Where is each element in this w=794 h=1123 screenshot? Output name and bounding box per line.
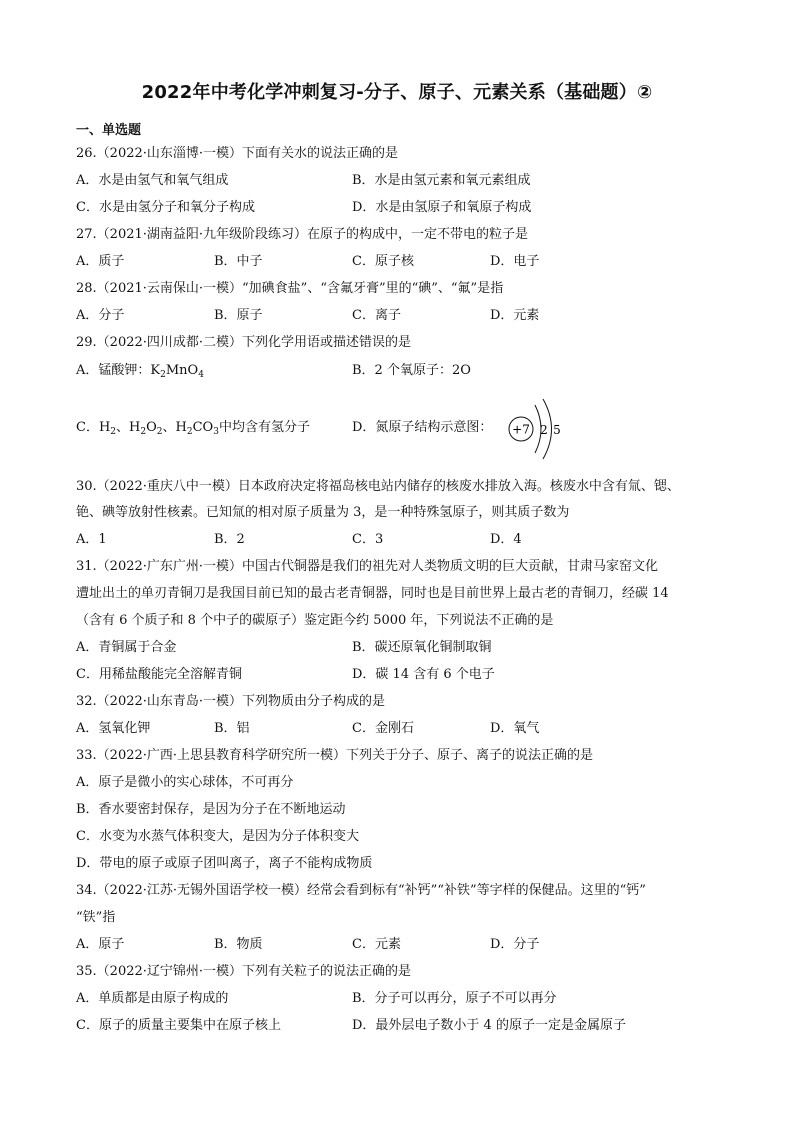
question-33-option-d[interactable]: D．带电的原子或原子团叫离子，离子不能构成物质 xyxy=(76,856,373,871)
question-31-stem-line1: 31.（2022·广东广州·一模）中国古代铜器是我们的祖先对人类物质文明的巨大贡献，甘肃马家窑文化 xyxy=(76,559,659,574)
question-34-option-d[interactable]: D．分子 xyxy=(490,937,540,952)
question-31-stem-line2: 遭址出土的单刃青铜刀是我国目前已知的最古老青铜器，同时也是目前世界上最古老的青铜刀，经碳 14 xyxy=(76,586,669,601)
question-34-stem-line2: “铁”指 xyxy=(76,910,116,925)
question-26-stem: 26.（2022·山东淄博·一模）下面有关水的说法正确的是 xyxy=(76,146,399,161)
question-33-option-b[interactable]: B．香水要密封保存，是因为分子在不断地运动 xyxy=(76,802,346,817)
shell-2-electrons: 5 xyxy=(553,423,561,437)
question-28-option-b[interactable]: B．原子 xyxy=(214,308,263,323)
question-30-stem-line1: 30.（2022·重庆八中一模）日本政府决定将福岛核电站内储存的核废水排放入海。核废水中含有氚、锶、 xyxy=(76,479,680,494)
question-28-option-a[interactable]: A．分子 xyxy=(76,308,125,323)
nucleus-charge: +7 xyxy=(512,422,530,437)
question-32-option-d[interactable]: D．氧气 xyxy=(490,721,540,736)
question-34-option-a[interactable]: A．原子 xyxy=(76,937,125,952)
question-27-option-b[interactable]: B．中子 xyxy=(214,254,263,269)
question-30-option-d[interactable]: D．4 xyxy=(490,532,522,547)
section-heading: 一、单选题 xyxy=(76,123,142,138)
question-31-option-a[interactable]: A．青铜属于合金 xyxy=(76,640,177,655)
question-29-option-d[interactable]: D．氮原子结构示意图： xyxy=(352,420,493,435)
question-27-option-c[interactable]: C．原子核 xyxy=(352,254,414,269)
question-34-option-b[interactable]: B．物质 xyxy=(214,937,263,952)
question-29-option-b[interactable]: B．2 个氧原子：2O xyxy=(352,363,471,378)
question-34-stem-line1: 34.（2022·江苏·无锡外国语学校一模）经常会看到标有“补钙”“补铁”等字样的保健品。这里的“钙” xyxy=(76,883,646,898)
question-28-option-d[interactable]: D．元素 xyxy=(490,308,540,323)
question-31-stem-line3: （含有 6 个质子和 8 个中子的碳原子）鉴定距今约 5000 年，下列说法不正确的是 xyxy=(76,613,554,628)
page-title: 2022年中考化学冲刺复习-分子、原子、元素关系（基础题）② xyxy=(141,82,653,103)
question-26-option-a[interactable]: A．水是由氢气和氧气组成 xyxy=(76,173,229,188)
question-32-option-b[interactable]: B．铝 xyxy=(214,721,250,736)
question-33-option-c[interactable]: C．水变为水蒸气体积变大，是因为分子体积变大 xyxy=(76,829,359,844)
question-33-stem: 33.（2022·广西·上思县教育科学研究所一模）下列关于分子、原子、离子的说法正确的是 xyxy=(76,748,594,763)
question-27-option-a[interactable]: A．质子 xyxy=(76,254,125,269)
question-35-option-d[interactable]: D．最外层电子数小于 4 的原子一定是金属原子 xyxy=(352,1018,626,1033)
question-26-option-b[interactable]: B．水是由氢元素和氧元素组成 xyxy=(352,173,531,188)
question-30-stem-line2: 铯、碘等放射性核素。已知氚的相对原子质量为 3，是一种特殊氢原子，则其质子数为 xyxy=(76,505,570,520)
question-33-option-a[interactable]: A．原子是微小的实心球体，不可再分 xyxy=(76,775,294,790)
question-26-option-c[interactable]: C．水是由氢分子和氧分子构成 xyxy=(76,200,255,215)
question-35-option-b[interactable]: B．分子可以再分，原子不可以再分 xyxy=(352,991,557,1006)
question-27-stem: 27.（2021·湖南益阳·九年级阶段练习）在原子的构成中，一定不带电的粒子是 xyxy=(76,227,529,242)
question-35-option-a[interactable]: A．单质都是由原子构成的 xyxy=(76,991,229,1006)
question-30-option-c[interactable]: C．3 xyxy=(352,532,384,547)
question-31-option-b[interactable]: B．碳还原氧化铜制取铜 xyxy=(352,640,492,655)
question-31-option-c[interactable]: C．用稀盐酸能完全溶解青铜 xyxy=(76,667,242,682)
question-32-option-c[interactable]: C．金刚石 xyxy=(352,721,414,736)
question-30-option-a[interactable]: A．1 xyxy=(76,532,107,547)
question-28-option-c[interactable]: C．离子 xyxy=(352,308,401,323)
question-31-option-d[interactable]: D．碳 14 含有 6 个电子 xyxy=(352,667,495,682)
question-29-option-a[interactable]: A．锰酸钾：$K_2MnO_4$ xyxy=(76,363,204,380)
question-29-option-c[interactable]: C．$H_2$、$H_2O_2$、$H_2CO_3$中均含有氢分子 xyxy=(76,420,310,437)
nitrogen-atom-structure-diagram xyxy=(505,392,585,466)
shell-1-electrons: 2 xyxy=(540,423,548,437)
question-34-option-c[interactable]: C．元素 xyxy=(352,937,401,952)
question-35-stem: 35.（2022·辽宁锦州·一模）下列有关粒子的说法正确的是 xyxy=(76,964,412,979)
question-29-stem: 29.（2022·四川成都·二模）下列化学用语或描述错误的是 xyxy=(76,335,412,350)
question-35-option-c[interactable]: C．原子的质量主要集中在原子核上 xyxy=(76,1018,281,1033)
question-32-option-a[interactable]: A．氢氧化钾 xyxy=(76,721,151,736)
question-27-option-d[interactable]: D．电子 xyxy=(490,254,540,269)
question-32-stem: 32.（2022·山东青岛·一模）下列物质由分子构成的是 xyxy=(76,694,386,709)
question-28-stem: 28.（2021·云南保山·一模）“加碘食盐”、“含氟牙膏”里的“碘”、“氟”是指 xyxy=(76,281,504,296)
question-30-option-b[interactable]: B．2 xyxy=(214,532,245,547)
question-26-option-d[interactable]: D．水是由氢原子和氧原子构成 xyxy=(352,200,532,215)
